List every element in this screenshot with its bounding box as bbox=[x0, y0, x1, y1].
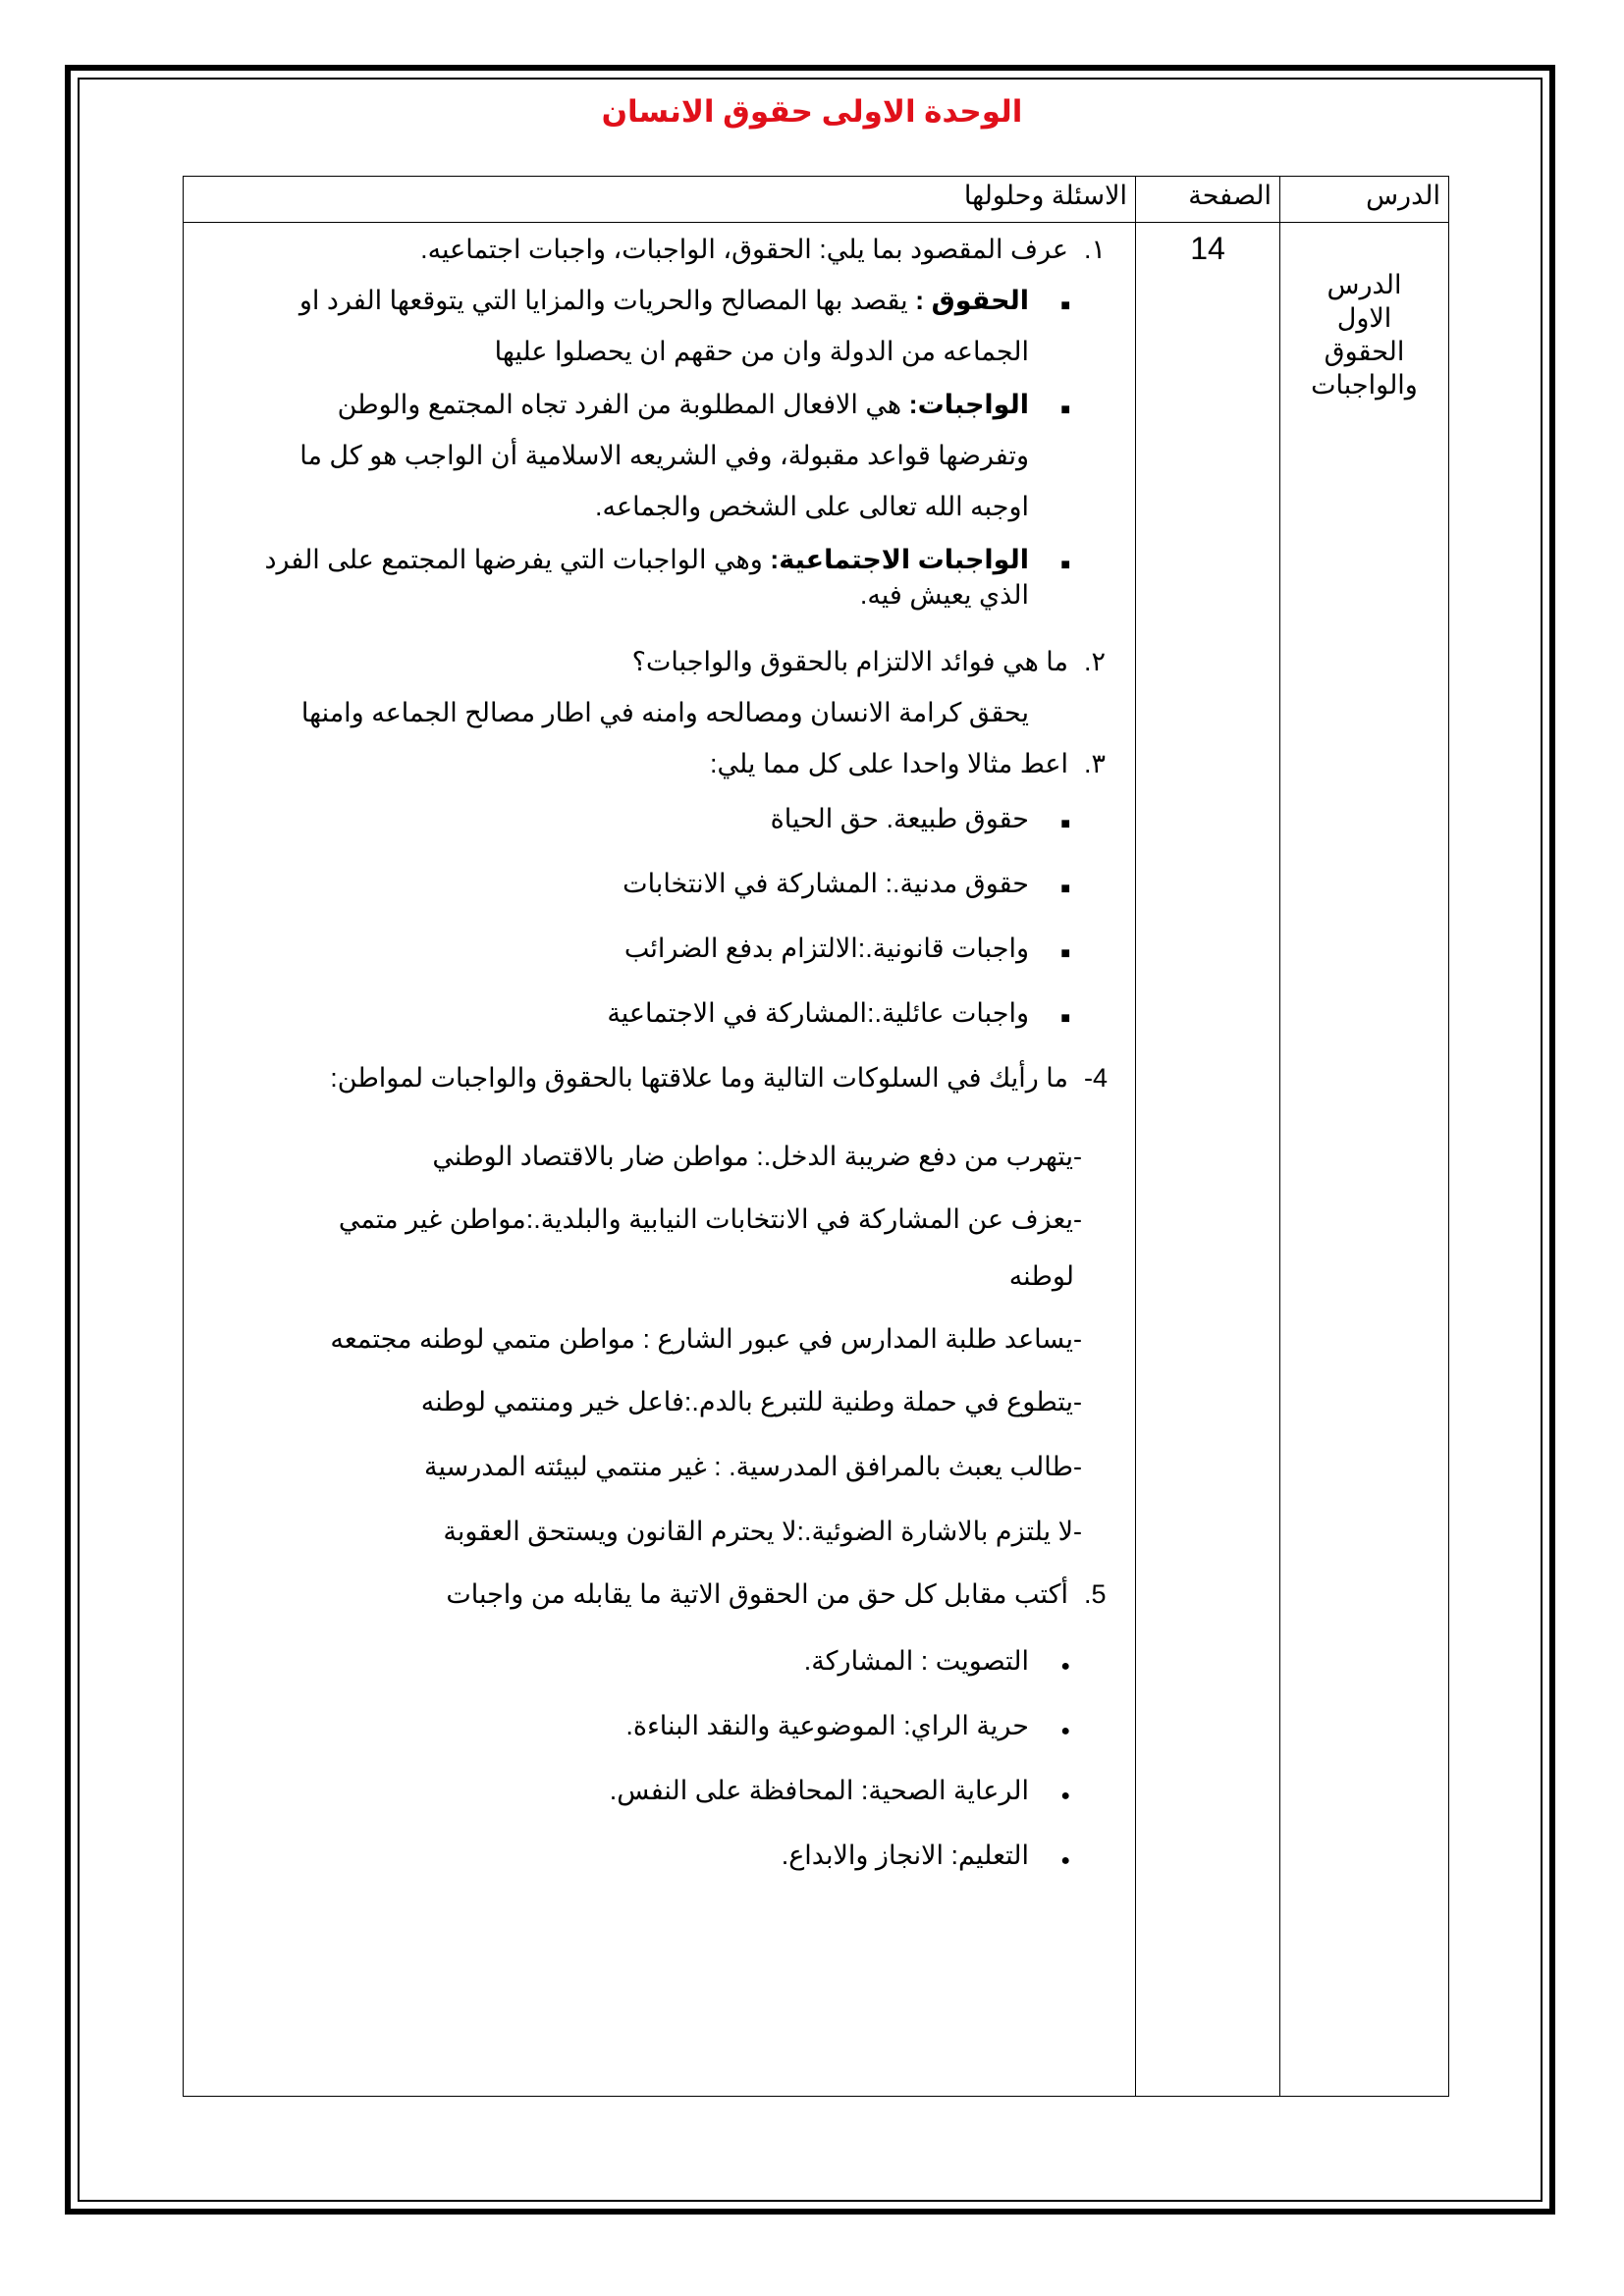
list-item: حرية الراي: الموضوعية والنقد البناءة. bbox=[625, 1711, 1029, 1740]
question-number: ٢. bbox=[1084, 647, 1107, 676]
question-text: اعط مثالا واحدا على كل مما يلي: bbox=[709, 749, 1068, 778]
definition-text: الجماعه من الدولة وان من حقهم ان يحصلوا عليها bbox=[494, 337, 1029, 366]
square-bullet-icon: ■ bbox=[1060, 816, 1070, 832]
definition-text: وتفرضها قواعد مقبولة، وفي الشريعه الاسلامية أن الواجب هو كل ما bbox=[299, 441, 1029, 470]
question-number: ٣. bbox=[1084, 749, 1107, 778]
question-number: 4- bbox=[1084, 1063, 1109, 1093]
lesson-line: الحقوق bbox=[1324, 337, 1405, 366]
definition-text: يقصد بها المصالح والحريات والمزايا التي يتوقعها الفرد او bbox=[298, 286, 916, 315]
lesson-line: الدرس bbox=[1326, 270, 1402, 299]
question-number: 5. bbox=[1084, 1579, 1107, 1609]
list-item: -يتهرب من دفع ضريبة الدخل.: مواطن ضار بالاقتصاد الوطني bbox=[432, 1142, 1082, 1171]
page-number: 14 bbox=[1190, 231, 1225, 266]
list-item: الرعاية الصحية: المحافظة على النفس. bbox=[609, 1776, 1029, 1805]
definition-text: هي الافعال المطلوبة من الفرد تجاه المجتمع والوطن bbox=[337, 390, 909, 419]
dot-bullet-icon: ● bbox=[1060, 1788, 1070, 1804]
square-bullet-icon: ■ bbox=[1060, 881, 1070, 897]
square-bullet-icon: ■ bbox=[1060, 1010, 1070, 1027]
table-row bbox=[184, 223, 1449, 2097]
lesson-cell bbox=[1280, 223, 1449, 2097]
dot-bullet-icon: ● bbox=[1060, 1852, 1070, 1869]
list-item: -يعزف عن المشاركة في الانتخابات النيابية والبلدية.:مواطن غير متمي bbox=[338, 1204, 1082, 1234]
header-page: الصفحة bbox=[1136, 177, 1280, 223]
square-bullet-icon: ■ bbox=[1060, 297, 1070, 314]
list-item: التصويت : المشاركة. bbox=[803, 1646, 1029, 1676]
header-lesson: الدرس bbox=[1280, 177, 1449, 223]
qa-cell bbox=[184, 223, 1136, 2097]
question-text: أكتب مقابل كل حق من الحقوق الاتية ما يقابله من واجبات bbox=[446, 1579, 1068, 1609]
lesson-line: الاول bbox=[1336, 303, 1392, 333]
square-bullet-icon: ■ bbox=[1060, 945, 1070, 962]
question-text: ما رأيك في السلوكات التالية وما علاقتها بالحقوق والواجبات لمواطن: bbox=[330, 1063, 1068, 1093]
dot-bullet-icon: ● bbox=[1060, 1658, 1070, 1675]
question-text: ما هي فوائد الالتزام بالحقوق والواجبات؟ bbox=[631, 647, 1068, 676]
definition-term: الواجبات الاجتماعية: bbox=[770, 545, 1029, 574]
table-header-row bbox=[184, 177, 1449, 223]
dot-bullet-icon: ● bbox=[1060, 1723, 1070, 1739]
list-item: -لا يلتزم بالاشارة الضوئية.:لا يحترم القانون ويستحق العقوبة bbox=[443, 1517, 1082, 1546]
list-item: لوطنه bbox=[1008, 1261, 1074, 1291]
square-bullet-icon: ■ bbox=[1060, 401, 1070, 418]
list-item: -يتطوع في حملة وطنية للتبرع بالدم.:فاعل خير ومنتمي لوطنه bbox=[420, 1387, 1082, 1416]
lesson-line: والواجبات bbox=[1311, 370, 1418, 400]
question-number: ١. bbox=[1084, 235, 1107, 264]
lesson-table bbox=[183, 176, 1449, 2097]
definition-text: اوجبه الله تعالى على الشخص والجماعه. bbox=[595, 492, 1029, 521]
definition-term: الواجبات: bbox=[908, 390, 1029, 419]
square-bullet-icon: ■ bbox=[1060, 557, 1070, 573]
page-number-cell bbox=[1136, 223, 1280, 2097]
list-item: حقوق طبيعة. حق الحياة bbox=[770, 804, 1029, 833]
list-item: حقوق مدنية.: المشاركة في الانتخابات bbox=[623, 869, 1029, 898]
list-item: واجبات عائلية.:المشاركة في الاجتماعية bbox=[607, 998, 1029, 1028]
header-qa: الاسئلة وحلولها bbox=[184, 177, 1136, 223]
list-item: واجبات قانونية.:الالتزام بدفع الضرائب bbox=[623, 934, 1029, 963]
question-text: عرف المقصود بما يلي: الحقوق، الواجبات، واجبات اجتماعيه. bbox=[420, 235, 1068, 264]
list-item: -يساعد طلبة المدارس في عبور الشارع : مواطن متمي لوطنه مجتمعه bbox=[330, 1324, 1082, 1354]
list-item: -طالب يعبث بالمرافق المدرسية. : غير منتمي لبيئته المدرسية bbox=[424, 1452, 1082, 1481]
list-item: التعليم: الانجاز والابداع. bbox=[781, 1841, 1029, 1870]
answer-text: يحقق كرامة الانسان ومصالحه وامنه في اطار مصالح الجماعه وامنها bbox=[300, 698, 1029, 727]
page-title: الوحدة الاولى حقوق الانسان bbox=[601, 94, 1023, 129]
definition-text: الذي يعيش فيه. bbox=[859, 580, 1029, 610]
definition-term: الحقوق : bbox=[915, 286, 1029, 315]
definition-text: وهي الواجبات التي يفرضها المجتمع على الفرد bbox=[264, 545, 771, 574]
